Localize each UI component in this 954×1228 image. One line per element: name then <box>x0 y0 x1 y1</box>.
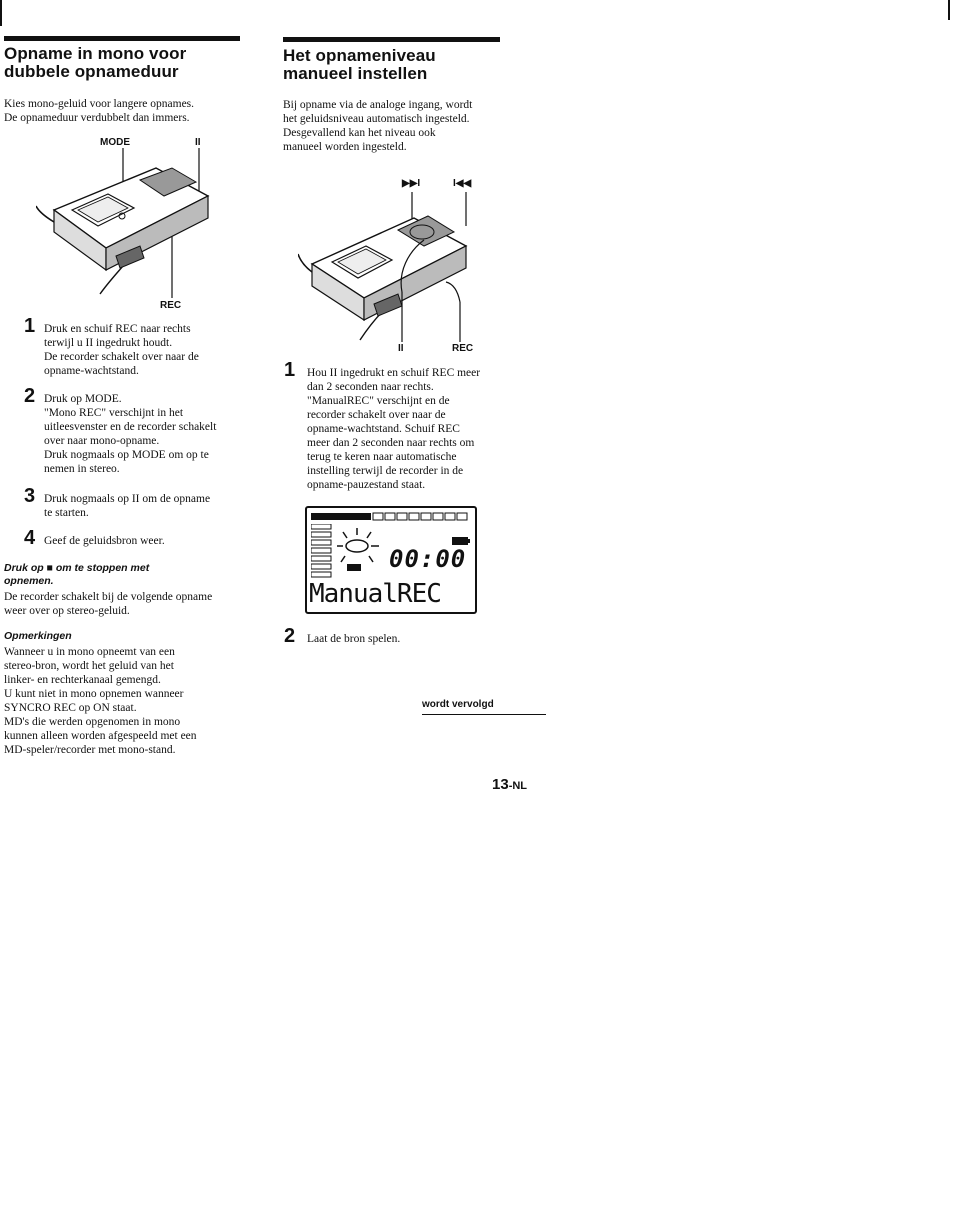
right-step-2-text: Laat de bron spelen. <box>307 633 401 645</box>
notes-heading: Opmerkingen <box>4 630 72 642</box>
left-step-1-text: Druk en schuif REC naar rechts terwijl u II ingedrukt houdt. De recorder schakelt over naar de opname-wachtstand. <box>44 323 199 377</box>
left-step-4-text: Geef de geluidsbron weer. <box>44 535 165 547</box>
right-step-1-text: Hou II ingedrukt en schuif REC meer dan 2 seconden naar rechts. "ManualREC" verschijnt en de recorder schakelt over naar de opname-wachtstand. Schuif REC meer dan 2 seconden naar rechts om terug te keren naar automatische instelling terwijl de recorder in de opname-pauzestand staat. <box>307 367 481 491</box>
right-heading-rule <box>283 37 500 42</box>
left-intro: Kies mono-geluid voor langere opnames. De opnameduur verdubbelt dan immers. <box>4 98 195 124</box>
stop-text: De recorder schakelt bij de volgende opname weer over op stereo-geluid. <box>4 591 213 617</box>
right-intro: Bij opname via de analoge ingang, wordt het geluidsniveau automatisch ingesteld. Desgevallend kan het niveau ook manueel worden ingesteld. <box>283 99 473 153</box>
page-number-suffix: -NL <box>508 780 528 792</box>
left-heading-rule <box>4 36 240 41</box>
vertical-bars <box>311 524 333 584</box>
rec-label-left: REC <box>160 300 182 311</box>
left-step-4-number: 4 <box>24 527 36 549</box>
notes-text: Wanneer u in mono opneemt van een stereo-bron, wordt het geluid van het linker- en rechterkanaal gemengd. U kunt niet in mono opnemen wanneer SYNCRO REC op ON staat. MD's die werden opgenomen in mono kunnen alleen worden afgespeeld met een MD-speler/recorder met mono-stand. <box>4 646 197 756</box>
rec-label-right: REC <box>452 343 474 354</box>
rew-label: I◀◀ <box>453 178 472 189</box>
right-step-2-number: 2 <box>284 625 296 647</box>
left-step-2-text: Druk op MODE. "Mono REC" verschijnt in het uitleesvenster en de recorder schakelt over naar mono-opname. Druk nogmaals op MODE om op te nemen in stereo. <box>44 393 217 475</box>
pause-label-right: II <box>398 343 404 354</box>
page-number <box>492 776 527 794</box>
left-margin-mark <box>0 0 2 26</box>
left-step-2-number: 2 <box>24 385 36 407</box>
left-step-3-text: Druk nogmaals op II om de opname te starten. <box>44 493 211 519</box>
left-step-3-number: 3 <box>24 485 36 507</box>
left-heading-line1: Opname in mono voor <box>4 44 187 63</box>
lcd-mode-text: ManualREC <box>309 579 441 609</box>
level-meter <box>311 511 471 523</box>
continued-label: wordt vervolgd <box>422 699 494 710</box>
left-heading-line2: dubbele opnameduur <box>4 62 179 81</box>
recorder-illustration-right <box>298 192 478 342</box>
right-heading-line1: Het opnameniveau <box>283 46 436 65</box>
right-margin-mark <box>948 0 950 20</box>
lcd-display <box>305 506 477 614</box>
continued-rule <box>422 714 546 715</box>
mode-label: MODE <box>100 137 130 148</box>
left-heading <box>4 45 186 81</box>
disc-spin-icon <box>335 526 381 572</box>
pause-label-left: II <box>195 137 201 148</box>
right-heading-line2: manueel instellen <box>283 64 428 83</box>
recorder-illustration-left <box>36 148 216 298</box>
left-step-1-number: 1 <box>24 315 36 337</box>
lcd-time: 00:00 <box>389 545 467 573</box>
stop-heading: Druk op ■ om te stoppen met opnemen. <box>4 562 150 587</box>
right-step-1-number: 1 <box>284 359 296 381</box>
page-number-value: 13 <box>492 776 509 793</box>
ff-label: ▶▶I <box>402 178 421 189</box>
right-heading <box>283 47 436 83</box>
